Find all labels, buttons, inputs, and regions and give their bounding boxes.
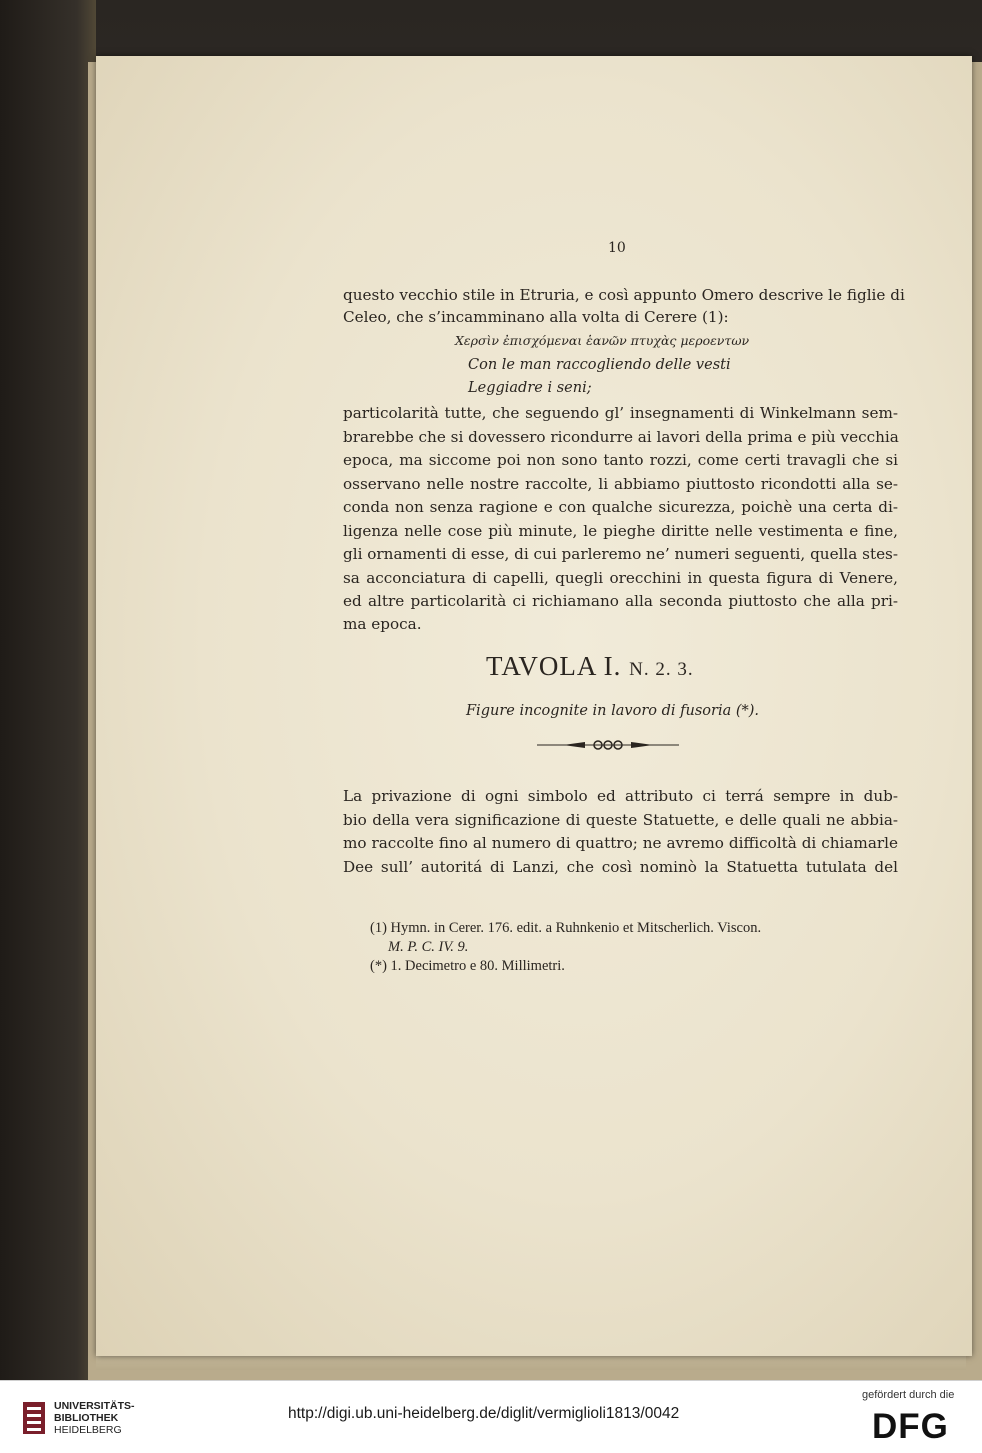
plate-title-number: N. 2. 3.	[629, 659, 694, 680]
text-line: mo raccolte fino al numero di quattro; ne avremo difficoltà di chiamarle	[343, 834, 898, 852]
text-line: gli ornamenti di esse, di cui parleremo ne’ numeri seguenti, quella stes-	[343, 545, 898, 563]
university-seal-icon	[22, 1401, 46, 1435]
text-line: bio della vera significazione di queste Statuette, e delle quali ne abbia-	[343, 811, 898, 829]
ornament-divider	[535, 738, 681, 752]
text-line: Dee sull’ autoritá di Lanzi, che così nominò la Statuetta tutulata del	[343, 858, 898, 876]
text-line: particolarità tutte, che seguendo gl’ insegnamenti di Winkelmann sem-	[343, 404, 898, 422]
funded-by-label: gefördert durch die	[862, 1389, 955, 1401]
text-line: brarebbe che si dovessero ricondurre ai lavori della prima e più vecchia	[343, 428, 899, 446]
text-line: La privazione di ogni simbolo ed attributo ci terrá sempre in dub-	[343, 787, 898, 805]
verse-line: Leggiadre i seni;	[468, 380, 592, 396]
footnote: (1) Hymn. in Cerer. 176. edit. a Ruhnkenio et Mitscherlich. Viscon.	[370, 920, 762, 936]
plate-title-main: TAVOLA I.	[486, 651, 622, 681]
plate-subtitle: Figure incognite in lavoro di fusoria (*).	[466, 703, 760, 719]
footnote: M. P. C. IV. 9.	[388, 939, 469, 955]
greek-quotation: Χερσὶν ἐπισχόμεναι ἑανῶν πτυχὰς μεροεντων	[455, 333, 750, 348]
footnote: (*) 1. Decimetro e 80. Millimetri.	[370, 958, 565, 974]
plate-title	[486, 651, 694, 682]
text-line: Celeo, che s’incamminano alla volta di Cerere (1):	[343, 308, 729, 326]
book-binding	[0, 0, 96, 1380]
university-name	[54, 1400, 135, 1436]
text-line: ma epoca.	[343, 615, 422, 633]
text-line: conda non senza ragione e con qualche sicurezza, poichè una certa di-	[343, 498, 898, 516]
university-name-line: BIBLIOTHEK	[54, 1412, 119, 1424]
university-name-line: UNIVERSITÄTS-	[54, 1400, 135, 1412]
permalink-url[interactable]: http://digi.ub.uni-heidelberg.de/diglit/vermiglioli1813/0042	[288, 1405, 680, 1422]
text-line: ed altre particolarità ci richiamano alla seconda piuttosto che alla pri-	[343, 592, 898, 610]
text-line: ligenza nelle cose più minute, le pieghe diritte nelle vestimenta e fine,	[343, 522, 898, 540]
text-line: sa acconciatura di capelli, quegli orecchini in questa figura di Venere,	[343, 569, 898, 587]
text-line: epoca, ma siccome poi non sono tanto rozzi, come certi travagli che si	[343, 451, 898, 469]
page-number: 10	[608, 240, 626, 256]
verse-line: Con le man raccogliendo delle vesti	[468, 357, 731, 373]
text-line: questo vecchio stile in Etruria, e così appunto Omero descrive le figlie di	[343, 286, 905, 304]
text-line: osservano nelle nostre raccolte, li abbiamo piuttosto ricondotti alla se-	[343, 475, 898, 493]
dfg-logo: DFG	[872, 1407, 949, 1446]
university-name-line: HEIDELBERG	[54, 1424, 122, 1436]
footer-bar	[0, 1380, 982, 1453]
